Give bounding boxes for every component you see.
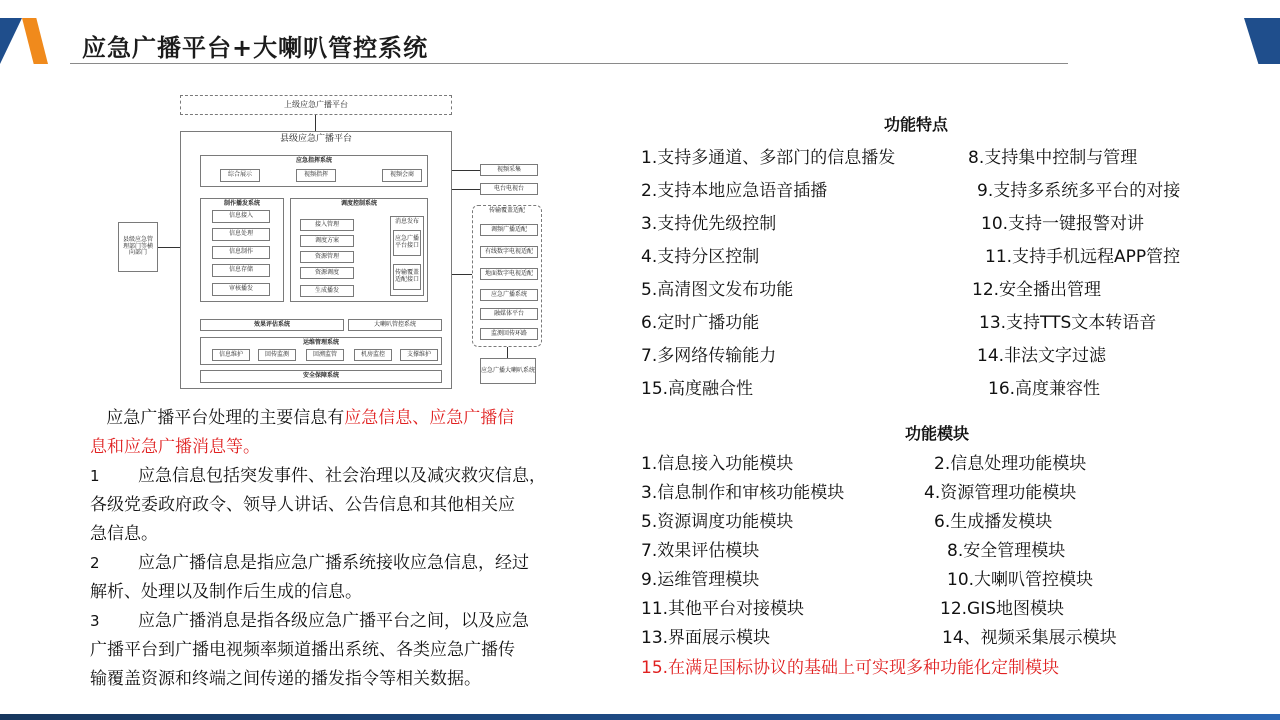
dispatch-item: 接入管理 [300, 219, 354, 231]
command-item: 视频指挥 [296, 169, 336, 182]
module-item: 5.资源调度功能模块 [641, 512, 794, 532]
coverage-item: 有线数字电视适配 [480, 246, 538, 258]
feature-item: 15.高度融合性 [641, 379, 754, 399]
arrow-down [507, 347, 508, 358]
feature-item: 8.支持集中控制与管理 [968, 148, 1138, 168]
production-item: 信息存储 [212, 264, 270, 277]
ops-item: 回传监测 [258, 349, 296, 361]
lateral-department-box: 县级应急管理部门等横向部门 [118, 222, 158, 272]
intro-prefix: 应急广播平台处理的主要信息有 [106, 408, 345, 428]
arrow-up [315, 115, 316, 131]
title-divider [70, 63, 1068, 64]
dispatch-item: 资源调度 [300, 267, 354, 279]
ops-item: 机房监控 [354, 349, 392, 361]
command-item: 视频会商 [382, 169, 422, 182]
feature-item: 11.支持手机远程APP管控 [985, 247, 1181, 267]
feature-item: 10.支持一键报警对讲 [981, 214, 1145, 234]
dispatch-item: 调度方案 [300, 235, 354, 247]
feature-item: 3.支持优先级控制 [641, 214, 777, 234]
production-item: 审核播发 [212, 283, 270, 296]
speaker-system-box: 应急广播大喇叭系统 [480, 358, 536, 384]
dispatch-system-label: 调度控制系统 [340, 200, 377, 207]
coverage-item: 监测回传环路 [480, 328, 538, 340]
p3-text-3: 输覆盖资源和终端之间传递的播发指令等相关数据。 [90, 669, 481, 689]
module-item: 4.资源管理功能模块 [924, 483, 1077, 503]
module-item: 14、视频采集展示模块 [942, 628, 1117, 648]
ops-item: 支撑维护 [400, 349, 438, 361]
module-item: 3.信息制作和审核功能模块 [641, 483, 845, 503]
right-top-box: 电台电视台 [480, 183, 538, 195]
upper-platform-box: 上级应急广播平台 [180, 95, 452, 115]
custom-module-prefix: 15. [641, 658, 669, 678]
production-system-label: 制作播发系统 [223, 200, 260, 207]
feature-item: 4.支持分区控制 [641, 247, 760, 267]
feature-item: 6.定时广播功能 [641, 313, 760, 333]
coverage-item: 应急广播系统 [480, 289, 538, 301]
intro-highlight-2: 息和应急广播消息等。 [90, 437, 260, 457]
ops-item: 信息维护 [212, 349, 250, 361]
architecture-diagram [108, 92, 548, 392]
p2-text-1: 应急广播信息是指应急广播系统接收应急信息，经过 [138, 553, 529, 573]
security-system-box: 安全保障系统 [200, 370, 442, 383]
dispatch-item: 资源管理 [300, 251, 354, 263]
p1-number: 1 [90, 467, 100, 485]
speaker-control-box: 大喇叭管控系统 [348, 319, 442, 331]
ops-system-label: 运维管理系统 [302, 339, 339, 346]
module-item: 7.效果评估模块 [641, 541, 760, 561]
evaluation-system-box: 效果评估系统 [200, 319, 344, 331]
module-item: 2.信息处理功能模块 [934, 454, 1087, 474]
coverage-item: 融媒体平台 [480, 308, 538, 320]
header-decoration-orange [22, 18, 48, 64]
p1-text-3: 急信息。 [90, 524, 158, 544]
county-platform-label: 县级应急广播平台 [279, 134, 352, 144]
arrow-right [452, 274, 472, 275]
publish-label: 消息发布 [394, 218, 419, 225]
coverage-item: 调频广播适配 [480, 224, 538, 236]
p1-text-2: 各级党委政府政令、领导人讲话、公告信息和其他相关应 [90, 495, 515, 515]
feature-item: 12.安全播出管理 [972, 280, 1102, 300]
feature-item: 9.支持多系统多平台的对接 [977, 181, 1181, 201]
paragraph-3 [90, 607, 580, 694]
coverage-item: 地面数字电视适配 [480, 268, 538, 280]
module-item: 1.信息接入功能模块 [641, 454, 794, 474]
header-decoration-right [1244, 18, 1280, 64]
custom-module-text: 在满足国标协议的基础上可实现多种功能化定制模块 [668, 658, 1060, 678]
module-item: 10.大喇叭管控模块 [947, 570, 1094, 590]
paragraph-2 [90, 549, 580, 607]
production-item: 信息制作 [212, 246, 270, 259]
p1-line-1 [90, 462, 580, 491]
feature-item: 14.非法文字过滤 [977, 346, 1107, 366]
dispatch-item: 生成播发 [300, 285, 354, 297]
feature-item: 5.高清图文发布功能 [641, 280, 794, 300]
p3-text-2: 广播平台到广播电视频率频道播出系统、各类应急广播传 [90, 640, 515, 660]
ops-item: 回溯监管 [306, 349, 344, 361]
p3-number: 3 [90, 612, 100, 630]
feature-item: 7.多网络传输能力 [641, 346, 777, 366]
production-item: 信息处理 [212, 228, 270, 241]
module-item: 8.安全管理模块 [947, 541, 1066, 561]
feature-item: 16.高度兼容性 [988, 379, 1101, 399]
module-item: 6.生成播发模块 [934, 512, 1053, 532]
coverage-group-label: 传输覆盖适配 [488, 207, 525, 214]
arrow-right [452, 189, 480, 190]
arrow-left [158, 247, 180, 248]
intro-highlight-1: 应急信息、应急广播信 [344, 408, 515, 428]
feature-item: 13.支持TTS文本转语音 [979, 313, 1157, 333]
module-item: 13.界面展示模块 [641, 628, 771, 648]
right-top-box: 视频采集 [480, 164, 538, 176]
command-system-label: 应急指挥系统 [295, 157, 332, 164]
command-item: 综合展示 [220, 169, 260, 182]
module-item: 12.GIS地图模块 [940, 599, 1065, 619]
p2-text-2: 解析、处理以及制作后生成的信息。 [90, 582, 362, 602]
header-decoration-left [0, 18, 22, 64]
feature-item: 1.支持多通道、多部门的信息播发 [641, 148, 896, 168]
publish-item: 传输覆盖适配接口 [393, 264, 421, 290]
publish-item: 应急广播平台接口 [393, 230, 421, 256]
module-item-custom [641, 653, 1059, 678]
p2-line-1 [90, 549, 580, 578]
paragraph-1 [90, 462, 580, 549]
production-item: 信息接入 [212, 210, 270, 223]
page-title: 应急广播平台+大喇叭管控系统 [82, 34, 429, 62]
p3-text-1: 应急广播消息是指各级应急广播平台之间，以及应急 [138, 611, 529, 631]
features-title: 功能特点 [884, 115, 949, 134]
module-item: 9.运维管理模块 [641, 570, 760, 590]
p2-number: 2 [90, 554, 100, 572]
p3-line-1 [90, 607, 580, 636]
modules-title: 功能模块 [905, 424, 970, 443]
intro-line-1 [90, 404, 580, 433]
footer-bar [0, 714, 1280, 720]
feature-item: 2.支持本地应急语音插播 [641, 181, 828, 201]
p1-text-1: 应急信息包括突发事件、社会治理以及减灾救灾信息， [138, 466, 546, 486]
intro-paragraph [90, 404, 580, 462]
arrow-right [452, 170, 480, 171]
module-item: 11.其他平台对接模块 [641, 599, 805, 619]
